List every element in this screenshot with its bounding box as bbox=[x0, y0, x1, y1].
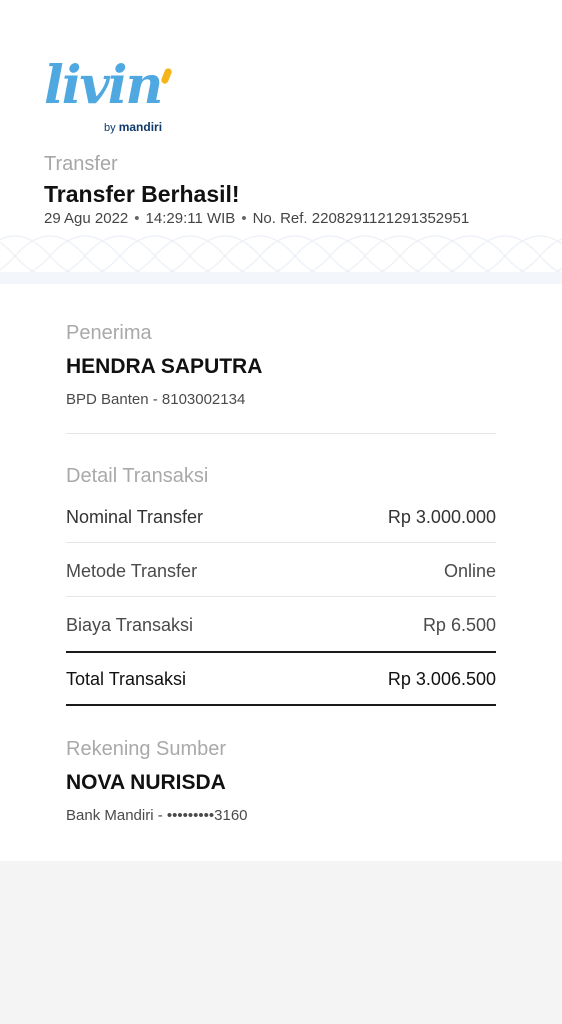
total-value: Rp 3.006.500 bbox=[387, 669, 496, 689]
recipient-section-label: Penerima bbox=[66, 322, 152, 344]
source-account-number: Bank Mandiri - •••••••••3160 bbox=[66, 807, 248, 824]
logo-bank-name: mandiri bbox=[118, 120, 163, 134]
transaction-meta bbox=[44, 210, 469, 228]
row-divider bbox=[66, 542, 496, 543]
detail-row-value: Online bbox=[443, 561, 496, 581]
reference-number: No. Ref. 2208291121291352951 bbox=[252, 210, 470, 227]
transaction-category: Transfer bbox=[44, 153, 118, 175]
detail-row-label: Nominal Transfer bbox=[66, 507, 204, 527]
details-section-label: Detail Transaksi bbox=[66, 465, 209, 487]
livin-mandiri-logo bbox=[44, 55, 176, 136]
receipt-card bbox=[0, 284, 562, 861]
total-label: Total Transaksi bbox=[66, 669, 187, 689]
section-divider bbox=[66, 433, 496, 434]
detail-row-fee bbox=[66, 612, 496, 638]
detail-row-value: Rp 3.000.000 bbox=[387, 507, 496, 527]
detail-row-method bbox=[66, 558, 496, 584]
source-account-name: NOVA NURISDA bbox=[66, 771, 226, 794]
detail-row-nominal bbox=[66, 504, 496, 530]
transaction-date: 29 Agu 2022 bbox=[44, 210, 129, 227]
detail-row-label: Biaya Transaksi bbox=[66, 615, 194, 635]
detail-row-total bbox=[66, 666, 496, 692]
detail-row-value: Rp 6.500 bbox=[422, 615, 496, 635]
meta-separator: • bbox=[134, 210, 140, 227]
total-divider-bottom bbox=[66, 704, 496, 706]
transaction-time: 14:29:11 WIB bbox=[145, 210, 236, 227]
meta-separator: • bbox=[241, 210, 247, 227]
logo-byline bbox=[104, 120, 162, 135]
logo-wordmark: livin bbox=[44, 55, 162, 116]
total-divider-top bbox=[66, 651, 496, 653]
detail-row-label: Metode Transfer bbox=[66, 561, 198, 581]
transaction-status-title: Transfer Berhasil! bbox=[44, 181, 240, 207]
logo-accent-mark bbox=[160, 67, 172, 84]
row-divider bbox=[66, 596, 496, 597]
source-section-label: Rekening Sumber bbox=[66, 738, 227, 760]
logo-by-text: by bbox=[104, 122, 116, 134]
recipient-name: HENDRA SAPUTRA bbox=[66, 355, 263, 378]
receipt-header bbox=[0, 0, 562, 284]
recipient-account: BPD Banten - 8103002134 bbox=[66, 391, 246, 408]
